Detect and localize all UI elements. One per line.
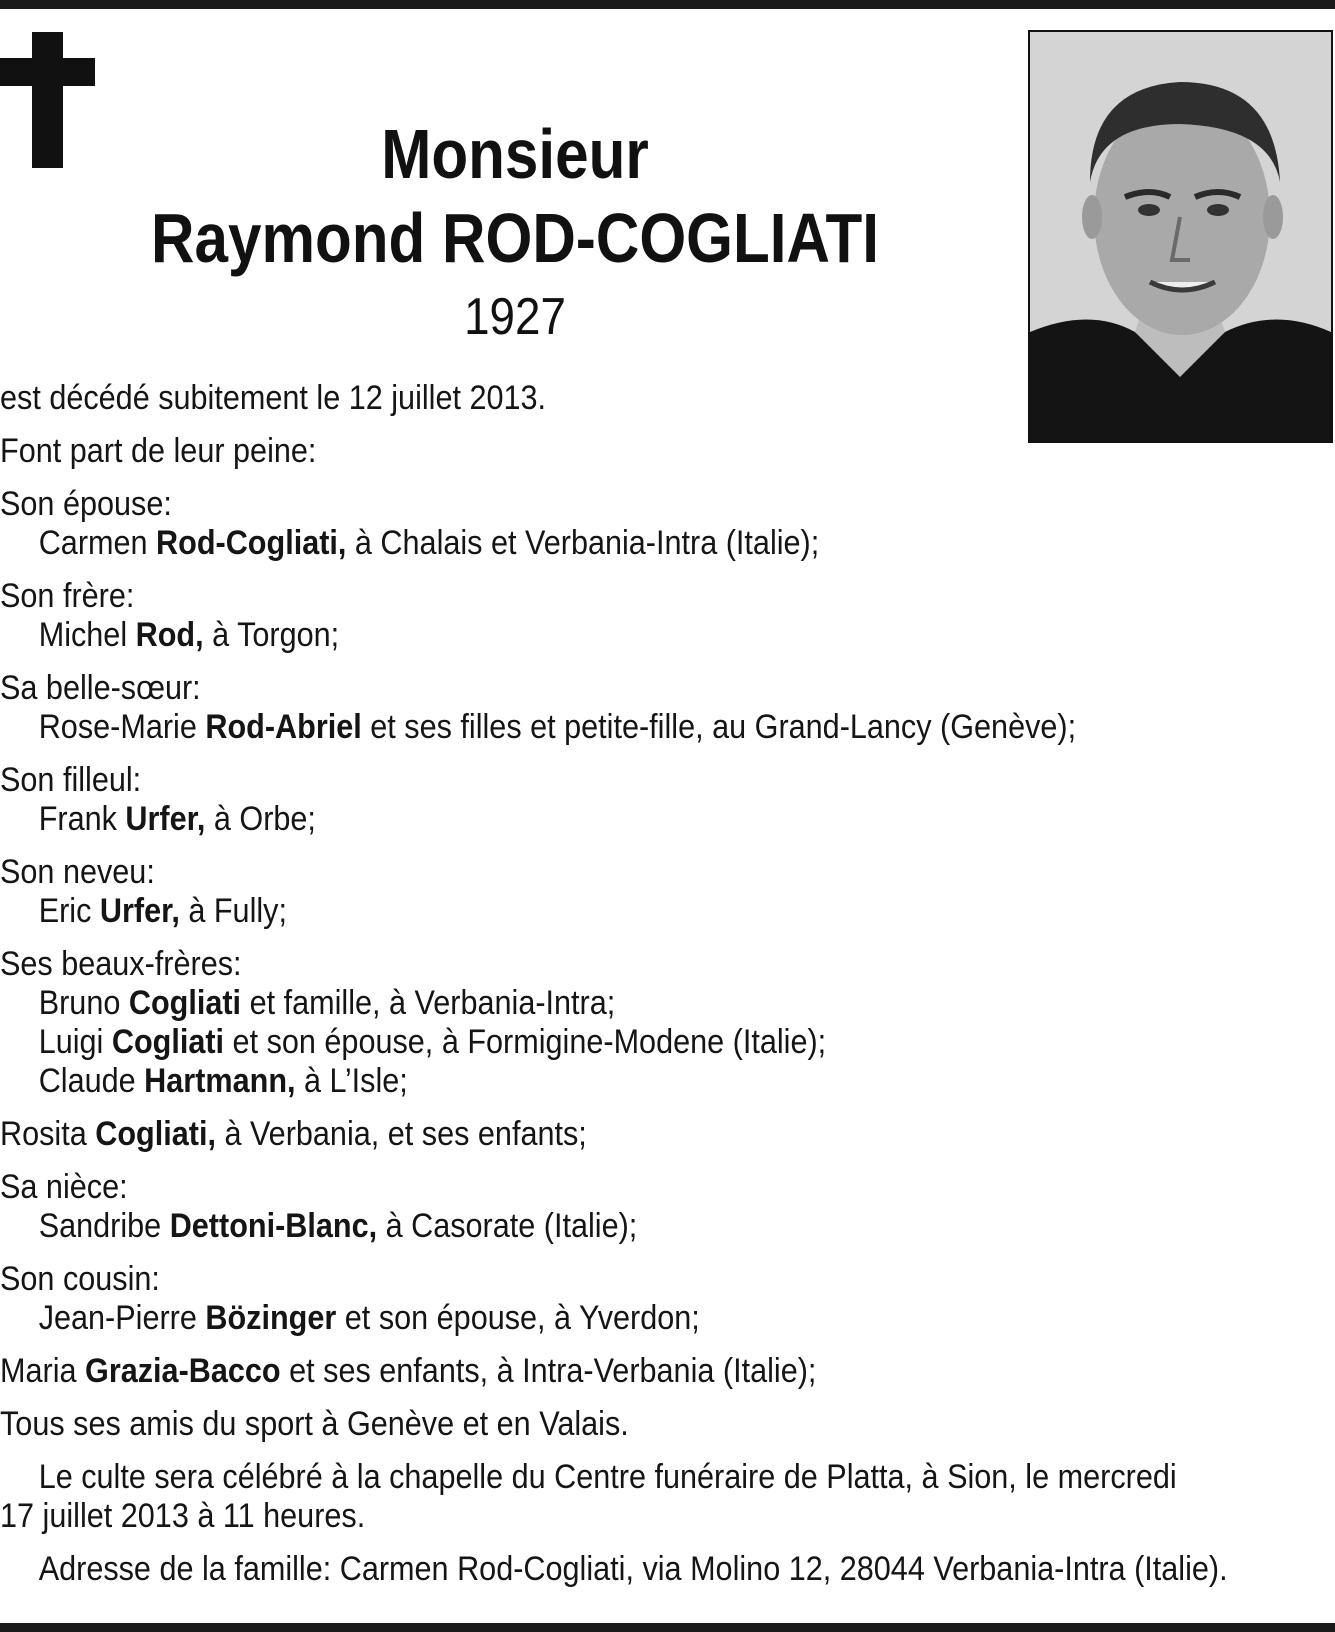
- bottom-rule: [0, 1623, 1335, 1632]
- relation-person: Maria Grazia-Bacco et ses enfants, à Intra-Verbania (Italie);: [0, 1352, 817, 1390]
- relation-role: Son épouse:: [0, 485, 172, 523]
- death-statement: est décédé subitement le 12 juillet 2013.: [0, 379, 547, 417]
- relation-person: Frank Urfer, à Orbe;: [38, 800, 316, 838]
- relation-person: Rosita Cogliati, à Verbania, et ses enfants;: [0, 1115, 587, 1153]
- birth-year: 1927: [464, 288, 566, 346]
- relation-person: Bruno Cogliati et famille, à Verbania-Intra;: [38, 984, 616, 1022]
- relation-person: Eric Urfer, à Fully;: [38, 892, 287, 930]
- relation-role: Son filleul:: [0, 761, 142, 799]
- relation-role: Sa nièce:: [0, 1168, 128, 1206]
- relation-role: Son cousin:: [0, 1260, 160, 1298]
- title-line-2: Raymond ROD-COGLIATI: [151, 199, 879, 277]
- relation-person: Carmen Rod-Cogliati, à Chalais et Verbania-Intra (Italie);: [38, 524, 820, 562]
- relation-role: Son neveu:: [0, 853, 155, 891]
- family-address: Adresse de la famille: Carmen Rod-Cogliati, via Molino 12, 28044 Verbania-Intra (Italie).: [38, 1550, 1228, 1588]
- service-line-1: Le culte sera célébré à la chapelle du Centre funéraire de Platta, à Sion, le mercredi: [38, 1458, 1177, 1496]
- relation-role: Ses beaux-frères:: [0, 945, 242, 983]
- title-line-1: Monsieur: [381, 115, 649, 193]
- obituary-body: [0, 379, 1335, 1589]
- relation-person: Claude Hartmann, à L’Isle;: [38, 1062, 408, 1100]
- friends-line: Tous ses amis du sport à Genève et en Valais.: [0, 1405, 629, 1443]
- announcement-line: Font part de leur peine:: [0, 432, 317, 470]
- service-line-2: 17 juillet 2013 à 11 heures.: [0, 1497, 366, 1535]
- relation-role: Sa belle-sœur:: [0, 669, 201, 707]
- relation-person: Jean-Pierre Bözinger et son épouse, à Yverdon;: [38, 1299, 700, 1337]
- relation-role: Son frère:: [0, 577, 135, 615]
- relation-person: Sandribe Dettoni-Blanc, à Casorate (Italie);: [38, 1207, 638, 1245]
- top-rule: [0, 0, 1335, 9]
- relation-person: Rose-Marie Rod-Abriel et ses filles et petite-fille, au Grand-Lancy (Genève);: [38, 708, 1077, 746]
- relation-person: Michel Rod, à Torgon;: [38, 616, 340, 654]
- relation-person: Luigi Cogliati et son épouse, à Formigine-Modene (Italie);: [38, 1023, 827, 1061]
- obituary-header: [0, 112, 1030, 352]
